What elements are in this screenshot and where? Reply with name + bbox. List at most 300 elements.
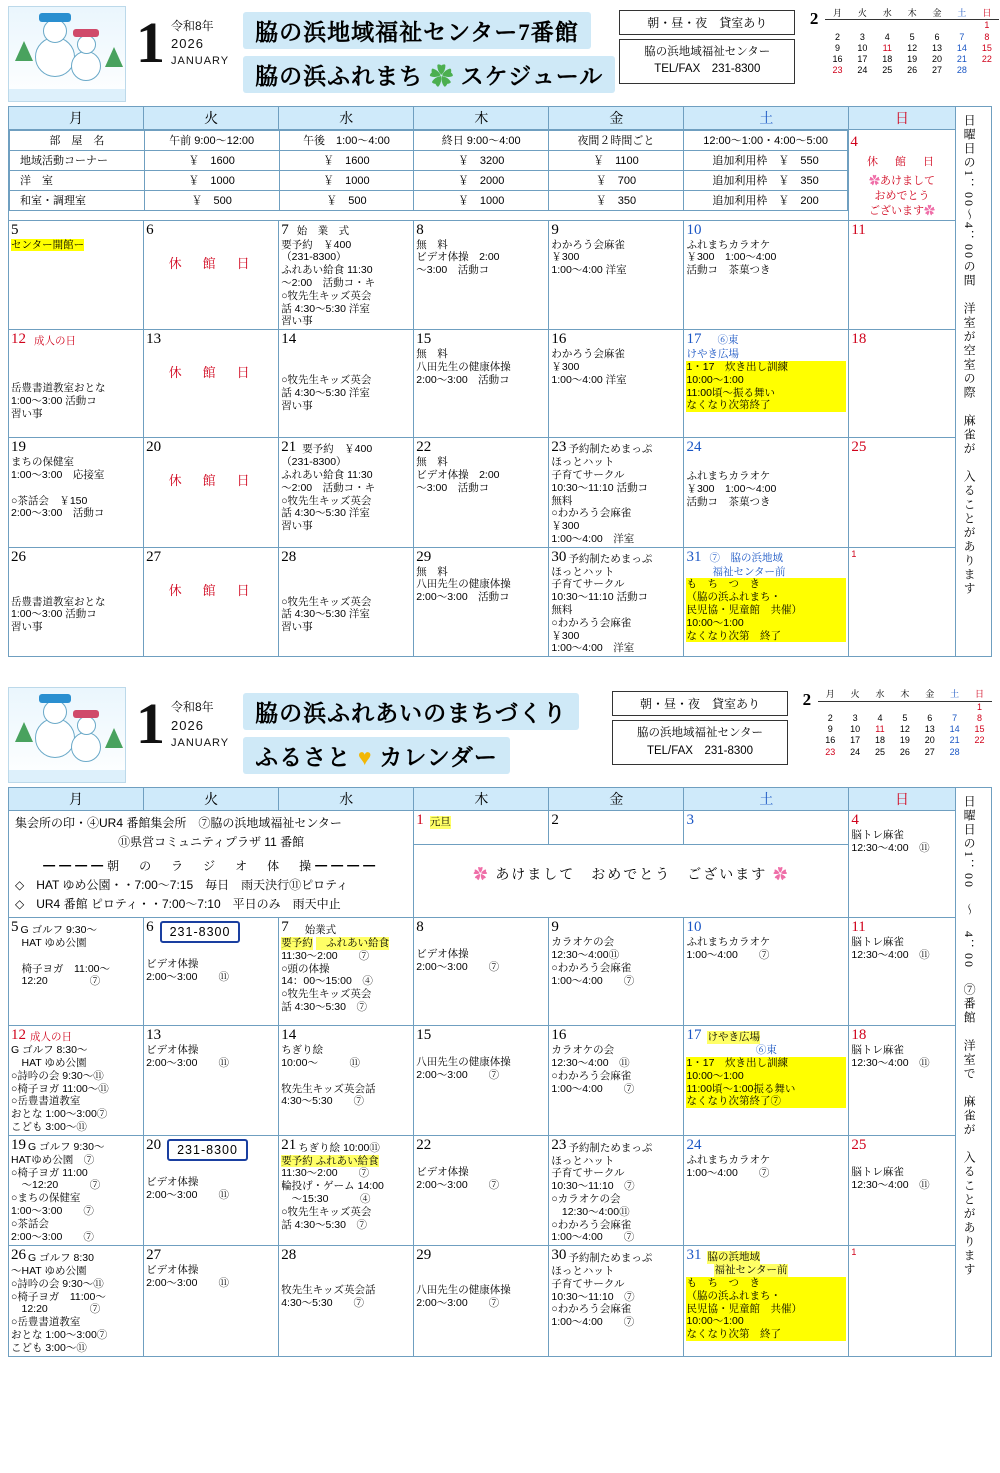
week-row (9, 1246, 992, 1356)
event-text: 1:00～4:00 洋室 (551, 532, 635, 545)
day-cell-2[interactable] (549, 811, 684, 845)
event-text: ○まちの保健室 (11, 1192, 81, 1205)
event-text: 元旦 (429, 816, 451, 829)
event-list (146, 958, 276, 984)
day-number: 28 (281, 548, 297, 565)
event-text: ￥300 (551, 360, 580, 373)
day-cell-7[interactable] (279, 918, 414, 1026)
event-text: 始業式 (304, 924, 337, 937)
day-number: 23 (551, 439, 567, 456)
event-text: おとな 1:00～3:00⑦ (11, 1108, 108, 1121)
event-list (281, 374, 411, 412)
day-number: 30 (551, 548, 567, 565)
fee-value: 追加利用枠 ￥ 350 (683, 171, 848, 191)
event-text: 話 4:30～5:30 洋室 (281, 608, 370, 621)
dow-fri: 金 (549, 107, 684, 130)
event-text: わかろう会麻雀 (551, 238, 625, 251)
day-cell-25[interactable] (849, 438, 955, 548)
event-text: 1:00～4:00 ⑦ (551, 974, 635, 987)
day-cell-next-1[interactable] (849, 1246, 955, 1356)
day-number: 15 (416, 1027, 432, 1044)
day-cell-27[interactable] (144, 547, 279, 657)
day-cell-5[interactable] (9, 220, 144, 330)
event-text: 脳トレ麻雀 (851, 1165, 904, 1178)
event-text: G ゴルフ 8:30 (28, 1252, 94, 1265)
day-number: 1 (851, 1247, 857, 1258)
event-text: 11:30～2:00 ⑦ (281, 1167, 370, 1180)
event-text: 子育てサークル (551, 1277, 625, 1290)
side-note-column (955, 788, 991, 1356)
event-text: 12:30～4:00 ⑪ (851, 1178, 930, 1191)
mini-day: 9 (834, 42, 840, 53)
dow-fri: 金 (549, 788, 684, 811)
day-cell-18[interactable] (849, 1026, 955, 1136)
event-text: こども 3:00～⑪ (11, 1341, 87, 1354)
day-number: 10 (686, 919, 702, 936)
event-text: 活動コ 茶菓つき (686, 264, 771, 277)
day-cell-26[interactable] (9, 1246, 144, 1356)
event-text: 習い事 (11, 621, 43, 634)
mini-dow-1: 火 (843, 689, 868, 701)
day-cell-8[interactable] (414, 220, 549, 330)
event-text: ビデオ体操 (146, 1264, 199, 1277)
fee-row (10, 191, 848, 211)
event-text: 民児協・児童館 共催） (686, 1303, 846, 1316)
mini-day: 15 (981, 42, 992, 53)
event-text: ～HAT ゆめ公園 (11, 1264, 87, 1277)
day-number: 19 (11, 439, 26, 456)
venue-name: 福祉センター前 (712, 565, 786, 578)
holiday-label: 成人の日 (30, 1031, 72, 1044)
week-row (9, 220, 992, 330)
title-line-2-b: カレンダー (379, 745, 498, 771)
mini-day: 7 (959, 31, 965, 42)
event-text: ふれあい給食 11:30 (281, 468, 373, 481)
day-cell-9[interactable] (549, 220, 684, 330)
day-cell-15[interactable] (414, 1026, 549, 1136)
day-cell-15[interactable] (414, 330, 549, 438)
event-text: 要予約 ふれあい給食 (281, 1154, 379, 1167)
event-text: HAT ゆめ公園 (11, 937, 87, 949)
room-fee-table (9, 130, 848, 211)
day-cell-13[interactable] (144, 1026, 279, 1136)
mini-day: 25 (882, 65, 893, 76)
event-text: ○牧先生キッズ英会 (281, 289, 372, 302)
event-list (551, 1265, 681, 1329)
mini-dow-4: 金 (925, 8, 950, 20)
day-cell-29[interactable] (414, 547, 549, 657)
day-cell-9[interactable] (549, 918, 684, 1026)
day-cell-11[interactable] (849, 918, 955, 1026)
day-number: 2 (551, 812, 559, 829)
event-list (281, 1284, 411, 1310)
day-cell-1[interactable] (414, 811, 549, 845)
event-text: 脳トレ麻雀 (851, 936, 904, 949)
event-text: 1:00～3:00 活動コ (11, 608, 97, 621)
event-text: 話 4:30～5:30 洋室 (281, 302, 370, 315)
event-text: ○わかろう会麻雀 (551, 961, 632, 974)
day-cell-14[interactable] (279, 330, 414, 438)
day-cell-19[interactable] (9, 1135, 144, 1245)
mini-dow-2: 水 (868, 689, 893, 701)
event-text: 八田先生の健康体操 (416, 578, 511, 591)
event-text: ○茶話会 ￥150 (11, 494, 88, 507)
event-text: ちぎり絵 (281, 1044, 324, 1057)
day-cell-3[interactable] (684, 811, 849, 845)
mini-day (967, 747, 992, 758)
event-list (11, 1265, 141, 1355)
day-cell-10[interactable] (684, 220, 849, 330)
contact-details (619, 39, 795, 84)
contact-details (612, 720, 788, 765)
day-number: 11 (851, 919, 866, 936)
event-text: カラオケの会 (551, 936, 615, 949)
event-text: 1:00～4:00 ⑦ (551, 1231, 635, 1244)
day-cell-13[interactable] (144, 330, 279, 438)
day-cell-22[interactable] (414, 1135, 549, 1245)
event-text: なくなり次第 終了 (686, 1328, 846, 1341)
event-list (416, 1284, 546, 1310)
mini-dow-6: 日 (967, 689, 992, 701)
day-number: 14 (281, 1027, 297, 1044)
fee-value: ￥ 3200 (414, 151, 549, 171)
mini-day: 10 (850, 724, 861, 735)
fee-value: ￥ 500 (144, 191, 279, 211)
fee-value: ￥ 1100 (549, 151, 684, 171)
day-cell-19[interactable] (9, 438, 144, 548)
day-cell-24[interactable] (684, 1135, 849, 1245)
contact-block (619, 10, 795, 84)
venue-name-2: 福祉センター前 (714, 1264, 788, 1277)
event-text: ○わかろう会麻雀 (551, 1303, 632, 1316)
day-cell-26[interactable] (9, 547, 144, 657)
event-text: ○牧先生キッズ英会 (281, 1205, 372, 1218)
fee-header-row (10, 131, 848, 151)
event-list (11, 1154, 141, 1244)
event-text: 10:00～ ⑪ (281, 1057, 360, 1069)
dow-mon: 月 (9, 107, 144, 130)
day-cell-20[interactable] (144, 438, 279, 548)
event-text: なくなり次第終了 (686, 399, 846, 412)
day-cell-31[interactable] (684, 547, 849, 657)
calendar-table-1 (8, 106, 992, 657)
month-number: 1 (136, 691, 165, 757)
day-cell-30[interactable] (549, 547, 684, 657)
fee-h-4: 夜間２時間ごと (549, 131, 684, 151)
event-text: 無 料 (416, 565, 448, 578)
event-text: も ち つ き (686, 1277, 846, 1290)
day-cell-25[interactable] (849, 1135, 955, 1245)
fee-table-row (9, 130, 992, 221)
day-cell-21[interactable] (279, 438, 414, 548)
event-text: わかろう会麻雀 (551, 348, 625, 361)
event-text: 始 業 式 (296, 224, 350, 237)
day-number: 10 (686, 221, 702, 238)
day-cell-24[interactable] (684, 438, 849, 548)
event-text: ○詩吟の会 9:30～⑪ (11, 1069, 104, 1082)
day-cell-28[interactable] (279, 1246, 414, 1356)
day-cell-17[interactable] (684, 1026, 849, 1136)
event-text: カラオケの会 (551, 1044, 615, 1057)
day-number: 1 (851, 548, 857, 559)
flower-icon: ✿ (773, 866, 790, 883)
day-number: 6 (146, 919, 154, 936)
event-text: 要予約 ￥400 (281, 238, 352, 251)
event-list (11, 456, 141, 520)
rental-notice: 朝・昼・夜 貸室あり (619, 10, 795, 35)
day-cell-29[interactable] (414, 1246, 549, 1356)
event-list (416, 948, 546, 974)
event-text: まちの保健室 (11, 456, 74, 469)
mini-day: 18 (874, 735, 885, 746)
day-number: 19 (11, 1136, 26, 1153)
event-text: 12:30～4:00 ⑪ (851, 842, 930, 855)
fee-room-name: 洋 室 (10, 171, 145, 191)
mini-dow-0: 月 (818, 689, 843, 701)
event-text: 4:30～5:30 ⑦ (281, 1095, 365, 1108)
event-text: 無料 (551, 604, 573, 617)
event-text: ほっとハット (551, 456, 615, 469)
event-text: 10:30～11:10 ⑦ (551, 1180, 635, 1193)
mini-day (825, 20, 850, 32)
day-number: 25 (851, 439, 867, 456)
mini-day: 23 (832, 65, 843, 76)
event-text: 10:00～1:00 (686, 1070, 846, 1083)
mini-day: 17 (857, 54, 868, 64)
mini-day: 27 (924, 746, 935, 757)
day-cell-21[interactable] (279, 1135, 414, 1245)
day-number: 22 (416, 1136, 432, 1153)
fee-h-1: 午前 9:00～12:00 (144, 131, 279, 151)
event-text: ～3:00 活動コ (416, 481, 490, 494)
day-cell-30[interactable] (549, 1246, 684, 1356)
mini-day (818, 701, 843, 713)
event-text: 1・17 炊き出し訓練 (686, 1057, 846, 1070)
venue-code: ⑥東 (755, 1044, 777, 1057)
day-number: 17 (686, 331, 702, 348)
month-number: 1 (136, 10, 165, 75)
venue-name: けやき広場 (707, 1031, 760, 1044)
mini-day: 7 (952, 712, 958, 723)
mini-day: 4 (884, 31, 890, 42)
day-cell-7[interactable] (279, 220, 414, 330)
fee-value: ￥ 1000 (144, 171, 279, 191)
event-text: 八田先生の健康体操 (416, 1056, 511, 1069)
legend-line-1: 集会所の印・④UR4 番館集会所 ⑦脇の浜地域福祉センター (15, 816, 342, 831)
mini-day: 14 (949, 724, 960, 735)
venue-name: けやき広場 (686, 348, 739, 361)
event-text: ～12:20 ⑦ (11, 1179, 101, 1192)
mini-day: 16 (825, 735, 836, 746)
event-text: ○わかろう会麻雀 (551, 1218, 632, 1231)
side-note-text: 日曜日の1：00～4：00の間 洋室が空室の際 麻雀が 入ることがあります (962, 114, 977, 596)
mini-day: 17 (850, 735, 861, 746)
event-list (686, 239, 846, 277)
day-cell-5[interactable] (9, 918, 144, 1026)
event-text: ほっとハット (551, 1264, 615, 1277)
mini-day (925, 20, 950, 32)
event-text: 八田先生の健康体操 (416, 1284, 511, 1297)
event-text: G ゴルフ 8:30～ (11, 1044, 88, 1057)
day-number: 7 (281, 221, 289, 238)
closed-label: 休 館 日 (168, 365, 254, 381)
event-text: 1:00～4:00 洋室 (551, 642, 635, 655)
event-text: 予約制ためまっぷ (568, 1141, 653, 1154)
day-cell-6[interactable] (144, 220, 279, 330)
closed-label: 休 館 日 (867, 155, 938, 168)
day-number: 9 (551, 919, 559, 936)
mini-day: 3 (859, 31, 865, 42)
event-text: HATゆめ公園 ⑦ (11, 1153, 95, 1166)
day-cell-4[interactable] (849, 811, 955, 918)
event-text: 2:00～3:00 活動コ (416, 373, 510, 386)
event-text: 活動コ 茶菓つき (686, 495, 771, 508)
event-text: 2:00～3:00 ⑪ (146, 971, 229, 983)
dow-thu: 木 (414, 107, 549, 130)
event-text: 12:20 ⑦ (11, 975, 101, 988)
title-line-2-a: ふるさと (255, 745, 352, 771)
day-cell-14[interactable] (279, 1026, 414, 1136)
dow-wed: 水 (279, 788, 414, 811)
radio-title-text: 朝 の ラ ジ オ 体 操 (107, 858, 316, 873)
event-text: 脳トレ麻雀 (851, 1044, 904, 1057)
event-text: ○頭の体操 (281, 962, 330, 975)
mini-day: 1 (984, 20, 990, 31)
mini-day: 13 (924, 724, 935, 735)
mini-dow-4: 金 (917, 689, 942, 701)
event-text: ￥300 (551, 629, 580, 642)
mini-day (942, 701, 967, 713)
new-year-greeting-cell (849, 130, 955, 221)
era-label: 令和8年 (171, 700, 214, 715)
day-cell-23[interactable] (549, 438, 684, 548)
event-text: ビデオ体操 (416, 948, 469, 961)
day-number: 26 (11, 548, 26, 565)
event-text: 4:30～5:30 ⑦ (281, 1296, 365, 1309)
event-text: ビデオ体操 (146, 1044, 199, 1057)
mini-dow-5: 土 (942, 689, 967, 701)
mini-month-label: 2 (809, 9, 819, 28)
event-text: 岳豊書道教室おとな (11, 595, 106, 608)
event-list (281, 1155, 411, 1232)
event-list (416, 566, 546, 604)
day-number: 21 (281, 1136, 297, 1153)
schedule-sheet-2 (0, 681, 1000, 1366)
day-cell-28[interactable] (279, 547, 414, 657)
event-text: 2:00～3:00 ⑦ (11, 1230, 94, 1243)
day-number: 6 (146, 221, 154, 238)
day-cell-17[interactable] (684, 330, 849, 438)
day-cell-22[interactable] (414, 438, 549, 548)
mini-day: 27 (932, 65, 943, 76)
day-cell-31[interactable] (684, 1246, 849, 1356)
fee-value: ￥ 500 (279, 191, 414, 211)
mini-day: 11 (875, 724, 885, 735)
event-text: 子育てサークル (551, 578, 625, 591)
day-number: 26 (11, 1247, 26, 1264)
day-cell-12[interactable] (9, 330, 144, 438)
dow-sun: 日 (849, 107, 955, 130)
side-note-text: 日曜日の1：00 ～ 4：00 ⑦番館 洋室で 麻雀が 入ることがあります (962, 795, 977, 1278)
day-cell-6[interactable] (144, 918, 279, 1026)
event-list (11, 937, 141, 988)
day-number: 30 (551, 1247, 567, 1264)
day-cell-16[interactable] (549, 1026, 684, 1136)
fee-value: ￥ 1600 (279, 151, 414, 171)
day-cell-16[interactable] (549, 330, 684, 438)
year-label: 2026 (171, 717, 204, 733)
day-cell-next-1[interactable] (849, 547, 955, 657)
day-number: 3 (686, 812, 694, 829)
event-list (551, 348, 681, 386)
event-text: 子育てサークル (551, 468, 625, 481)
day-cell-20[interactable] (144, 1135, 279, 1245)
day-cell-12[interactable] (9, 1026, 144, 1136)
event-text: 習い事 (11, 407, 43, 420)
event-text: 10:00～1:00 (686, 617, 846, 630)
event-text: （脇の浜ふれまち・ (686, 591, 846, 604)
day-number: 7 (281, 919, 289, 936)
event-list (281, 456, 411, 533)
day-cell-23[interactable] (549, 1135, 684, 1245)
event-text: 11:00頃～振る舞い (686, 387, 846, 400)
event-text: ～3:00 活動コ (416, 264, 490, 277)
day-number: 8 (416, 221, 424, 238)
event-text: ○椅子ヨガ 11:00～⑪ (11, 1082, 109, 1095)
day-cell-11[interactable] (849, 220, 955, 330)
event-text: 予約制ためまっぷ (568, 552, 653, 565)
title-block (229, 6, 619, 93)
event-list (281, 239, 411, 329)
event-list (686, 936, 846, 962)
fee-value: 追加利用枠 ￥ 550 (683, 151, 848, 171)
mini-month-february (803, 8, 999, 77)
event-list (11, 596, 141, 634)
dow-thu: 木 (414, 788, 549, 811)
mini-day: 21 (949, 735, 960, 746)
event-text: 無 料 (416, 348, 448, 361)
mini-day: 5 (902, 712, 908, 723)
event-text: ふれまちカラオケ (686, 1153, 771, 1166)
day-cell-10[interactable] (684, 918, 849, 1026)
day-cell-18[interactable] (849, 330, 955, 438)
day-cell-27[interactable] (144, 1246, 279, 1356)
event-text: 10:00～1:00 (686, 1315, 846, 1328)
event-text: ○わかろう会麻雀 (551, 507, 632, 520)
mini-dow-2: 水 (875, 8, 900, 20)
event-text: 椅子ヨガ 11:00～ (11, 962, 110, 975)
title-line-2-b: スケジュール (460, 64, 604, 89)
dow-tue: 火 (144, 107, 279, 130)
day-cell-8[interactable] (414, 918, 549, 1026)
mini-day: 9 (827, 724, 833, 735)
event-text: ビデオ体操 (416, 1165, 469, 1178)
event-text: 12:30～4:00⑪ (551, 1205, 630, 1218)
mini-day: 10 (857, 42, 868, 53)
day-number: 12 (11, 331, 26, 348)
event-text: 1:00～3:00 応接室 (11, 468, 105, 481)
event-text: 牧先生キッズ英会話 (281, 1284, 376, 1297)
event-list (281, 596, 411, 634)
event-text: 話 4:30～5:30 ⑦ (281, 1218, 367, 1231)
mini-day: 19 (907, 54, 918, 64)
event-text: 2:00～3:00 ⑦ (416, 1178, 500, 1191)
day-number: 9 (551, 221, 559, 238)
mini-day (900, 20, 925, 32)
event-text: ○椅子ヨガ 11:00 (11, 1166, 88, 1179)
radio-line-2: ◇ UR4 番館 ピロティ・・7:00～7:10 平日のみ 雨天中止 (15, 897, 341, 912)
title-line-2-a: 脇の浜ふれまち (255, 64, 424, 89)
